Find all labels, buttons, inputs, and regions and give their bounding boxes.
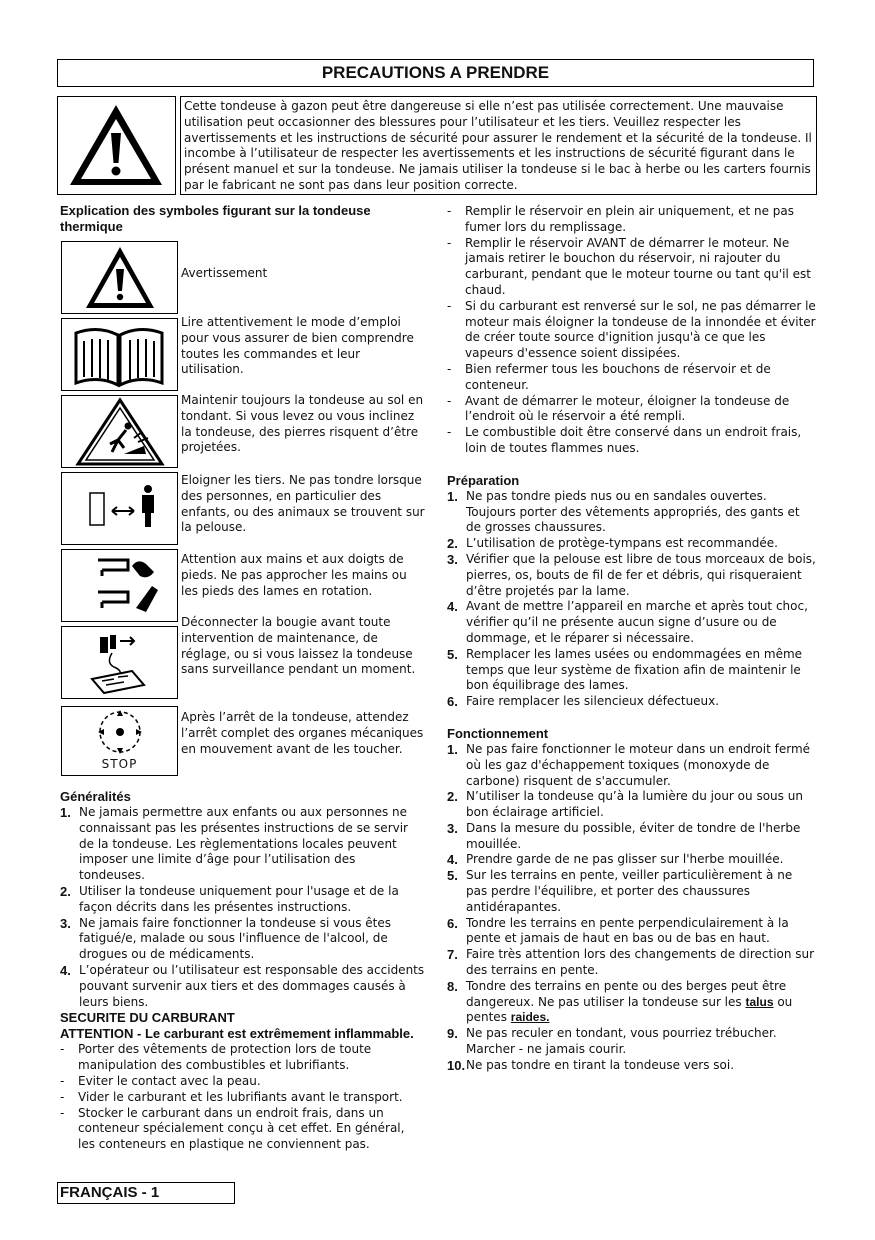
symbol-text-hands-feet: Attention aux mains et aux doigts de pieds. Ne pas approcher les mains ou les pieds des lames en rotation. xyxy=(181,552,407,598)
generalites-heading: Généralités xyxy=(60,789,131,804)
list-item: 6. Faire remplacer les silencieux défectueux. xyxy=(447,694,720,710)
list-item: 3. Vérifier que la pelouse est libre de tous morceaux de bois, pierres, os, bouts de fil de fer et débris, qui risqueraient d’être projetés par la lame. xyxy=(447,551,816,598)
stop-blade-icon xyxy=(61,706,178,776)
list-item: 7. Faire très attention lors des changements de direction sur des terrains en pente. xyxy=(447,947,815,978)
fonctionnement-heading: Fonctionnement xyxy=(447,725,549,741)
hand-foot-blade-icon xyxy=(61,549,178,622)
carburant-list-right xyxy=(447,204,817,457)
list-item: 1. Ne jamais permettre aux enfants ou aux personnes ne connaissant pas les présentes instructions de se servir de la tondeuse. Les règlementations locales peuvent imposer une limite d’âge pour l’utilisation des tondeuses. xyxy=(60,805,408,883)
warning-triangle-icon xyxy=(61,241,178,314)
symbols-heading: Explication des symboles figurant sur la tondeuse thermique xyxy=(60,203,371,234)
list-item: 2. Utiliser la tondeuse uniquement pour l'usage et de la façon décrits dans les présentes instructions. xyxy=(60,883,399,914)
list-item: 8. Tondre des terrains en pente ou des berges peut être dangereux. Ne pas utiliser la tondeuse sur les talus ou pentes raides. xyxy=(447,978,793,1025)
preparation-heading: Préparation xyxy=(447,472,520,488)
right-column xyxy=(447,204,817,1074)
list-item: 4. Prendre garde de ne pas glisser sur l'herbe mouillée. xyxy=(447,852,784,868)
fonctionnement-list xyxy=(447,742,817,1074)
symbol-text-read-manual: Lire attentivement le mode d’emploi pour vous assurer de bien comprendre toutes les commandes et leur utilisation. xyxy=(181,315,414,377)
symbol-text-stop: Après l’arrêt de la tondeuse, attendez l’arrêt complet des organes mécaniques en mouvement avant de les toucher. xyxy=(181,710,424,756)
list-item: - Si du carburant est renversé sur le sol, ne pas démarrer le moteur mais éloigner la tondeuse de la innondée et éviter de créer toute source d'ignition jusqu'à ce que les vapeurs d'essence soient dissipées. xyxy=(447,298,816,361)
list-item: 1. Ne pas tondre pieds nus ou en sandales ouvertes. Toujours porter des vêtements appropriés, des gants et de grosses chaussures. xyxy=(447,488,800,535)
list-item: 2. N’utiliser la tondeuse qu’à la lumière du jour ou sous un bon éclairage artificiel. xyxy=(447,789,803,820)
generalites-list xyxy=(60,805,425,1010)
list-item: - Stocker le carburant dans un endroit frais, dans un conteneur spécialement conçu à cet effet. En général, les conteneurs en plastique ne conviennent pas. xyxy=(60,1105,405,1152)
list-item: 5. Sur les terrains en pente, veiller particulièrement à ne pas perdre l'équilibre, et porter des chaussures antidérapantes. xyxy=(447,868,793,914)
list-item: 3. Dans la mesure du possible, éviter de tondre de l'herbe mouillée. xyxy=(447,820,801,851)
list-item: - Remplir le réservoir AVANT de démarrer le moteur. Ne jamais retirer le bouchon du réservoir, ni rajouter du carburant, pendant que le moteur tourne ou tant qu'il est chaud. xyxy=(447,235,811,297)
list-item: 3. Ne jamais faire fonctionner la tondeuse si vous êtes fatigué/e, malade ou sous l'influence de l'alcool, de drogues ou de médicaments. xyxy=(60,915,392,962)
carburant-heading: SECURITE DU CARBURANT xyxy=(60,1010,235,1026)
list-item: 2. L’utilisation de protège-tympans est recommandée. xyxy=(447,536,778,552)
list-item: 10. Ne pas tondre en tirant la tondeuse vers soi. xyxy=(447,1057,735,1073)
left-column-lower xyxy=(60,789,425,1153)
list-item: - Le combustible doit être conservé dans un endroit frais, loin de toutes flammes nues. xyxy=(447,425,802,455)
list-item: 6. Tondre les terrains en pente perpendiculairement à la pente et jamais de haut en bas ou de bas en haut. xyxy=(447,915,789,946)
preparation-list xyxy=(447,489,817,710)
intro-text: Cette tondeuse à gazon peut être dangereuse si elle n’est pas utilisée correctement. Une mauvaise utilisation peut occasionner des blessures pour l’utilisateur et les tiers. Veuillez respecter les avertissements et les instructions de sécurité pour assurer le rendement et la sécurité de la tondeuse. Il incombe à l’utilisateur de respecter les avertissements et les instructions de sécurité figurant dans le présent manuel et sur la tondeuse. Ne jamais utiliser la tondeuse si le bac à herbe ou les carters fournis par le fabricant ne sont pas dans leur position correcte. xyxy=(180,96,817,195)
open-book-icon xyxy=(61,318,178,391)
symbol-text-thrown-objects: Maintenir toujours la tondeuse au sol en tondant. Si vous levez ou vous inclinez la tondeuse, des pierres risquent d’être projetées. xyxy=(181,393,424,455)
keep-distance-icon xyxy=(61,472,178,545)
list-item: - Remplir le réservoir en plein air uniquement, et ne pas fumer lors du remplissage. xyxy=(447,204,794,234)
page-footer: FRANÇAIS - 1 xyxy=(57,1182,235,1204)
list-item: - Porter des vêtements de protection lors de toute manipulation des combustibles et lubrifiants. xyxy=(60,1042,372,1073)
list-item: - Avant de démarrer le moteur, éloigner la tondeuse de l’endroit où le réservoir a été rempli. xyxy=(447,393,790,424)
symbol-text-keep-distance: Eloigner les tiers. Ne pas tondre lorsque des personnes, en particulier des enfants, ou des animaux se trouvent sur la pelouse. xyxy=(181,473,425,535)
thrown-object-icon xyxy=(61,395,178,468)
symbol-text-warning: Avertissement xyxy=(181,266,268,280)
list-item: 4. Avant de mettre l’appareil en marche et après tout choc, vérifier qu’il ne présente aucun signe d’usure ou de dommage, et le réparer si nécessaire. xyxy=(447,599,808,645)
symbol-text-spark-plug: Déconnecter la bougie avant toute intervention de maintenance, de réglage, ou si vous laissez la tondeuse sans surveillance pendant un moment. xyxy=(181,615,416,677)
page-title: PRECAUTIONS A PRENDRE xyxy=(57,59,814,87)
carburant-list-left xyxy=(60,1042,425,1153)
list-item: - Bien refermer tous les bouchons de réservoir et de conteneur. xyxy=(447,361,771,392)
list-item: - Vider le carburant et les lubrifiants avant le transport. xyxy=(60,1089,403,1104)
list-item: - Eviter le contact avec la peau. xyxy=(60,1073,261,1088)
stop-label: STOP xyxy=(101,757,138,771)
warning-triangle-icon xyxy=(57,96,176,195)
list-item: 4. L’opérateur ou l’utilisateur est responsable des accidents pouvant survenir aux tiers et des dommages causés à leurs biens. xyxy=(60,962,425,1009)
spark-plug-disconnect-icon xyxy=(61,626,178,699)
list-item: 9. Ne pas reculer en tondant, vous pourriez trébucher. Marcher - ne jamais courir. xyxy=(447,1026,777,1057)
list-item: 5. Remplacer les lames usées ou endommagées en même temps que leur système de fixation afin de maintenir le bon équilibrage des lames. xyxy=(447,646,803,693)
list-item: 1. Ne pas faire fonctionner le moteur dans un endroit fermé où les gaz d'échappement toxiques (monoxyde de carbone) risquent de s'accumuler. xyxy=(447,741,811,788)
carburant-subheading: ATTENTION - Le carburant est extrêmement inflammable. xyxy=(60,1026,414,1042)
